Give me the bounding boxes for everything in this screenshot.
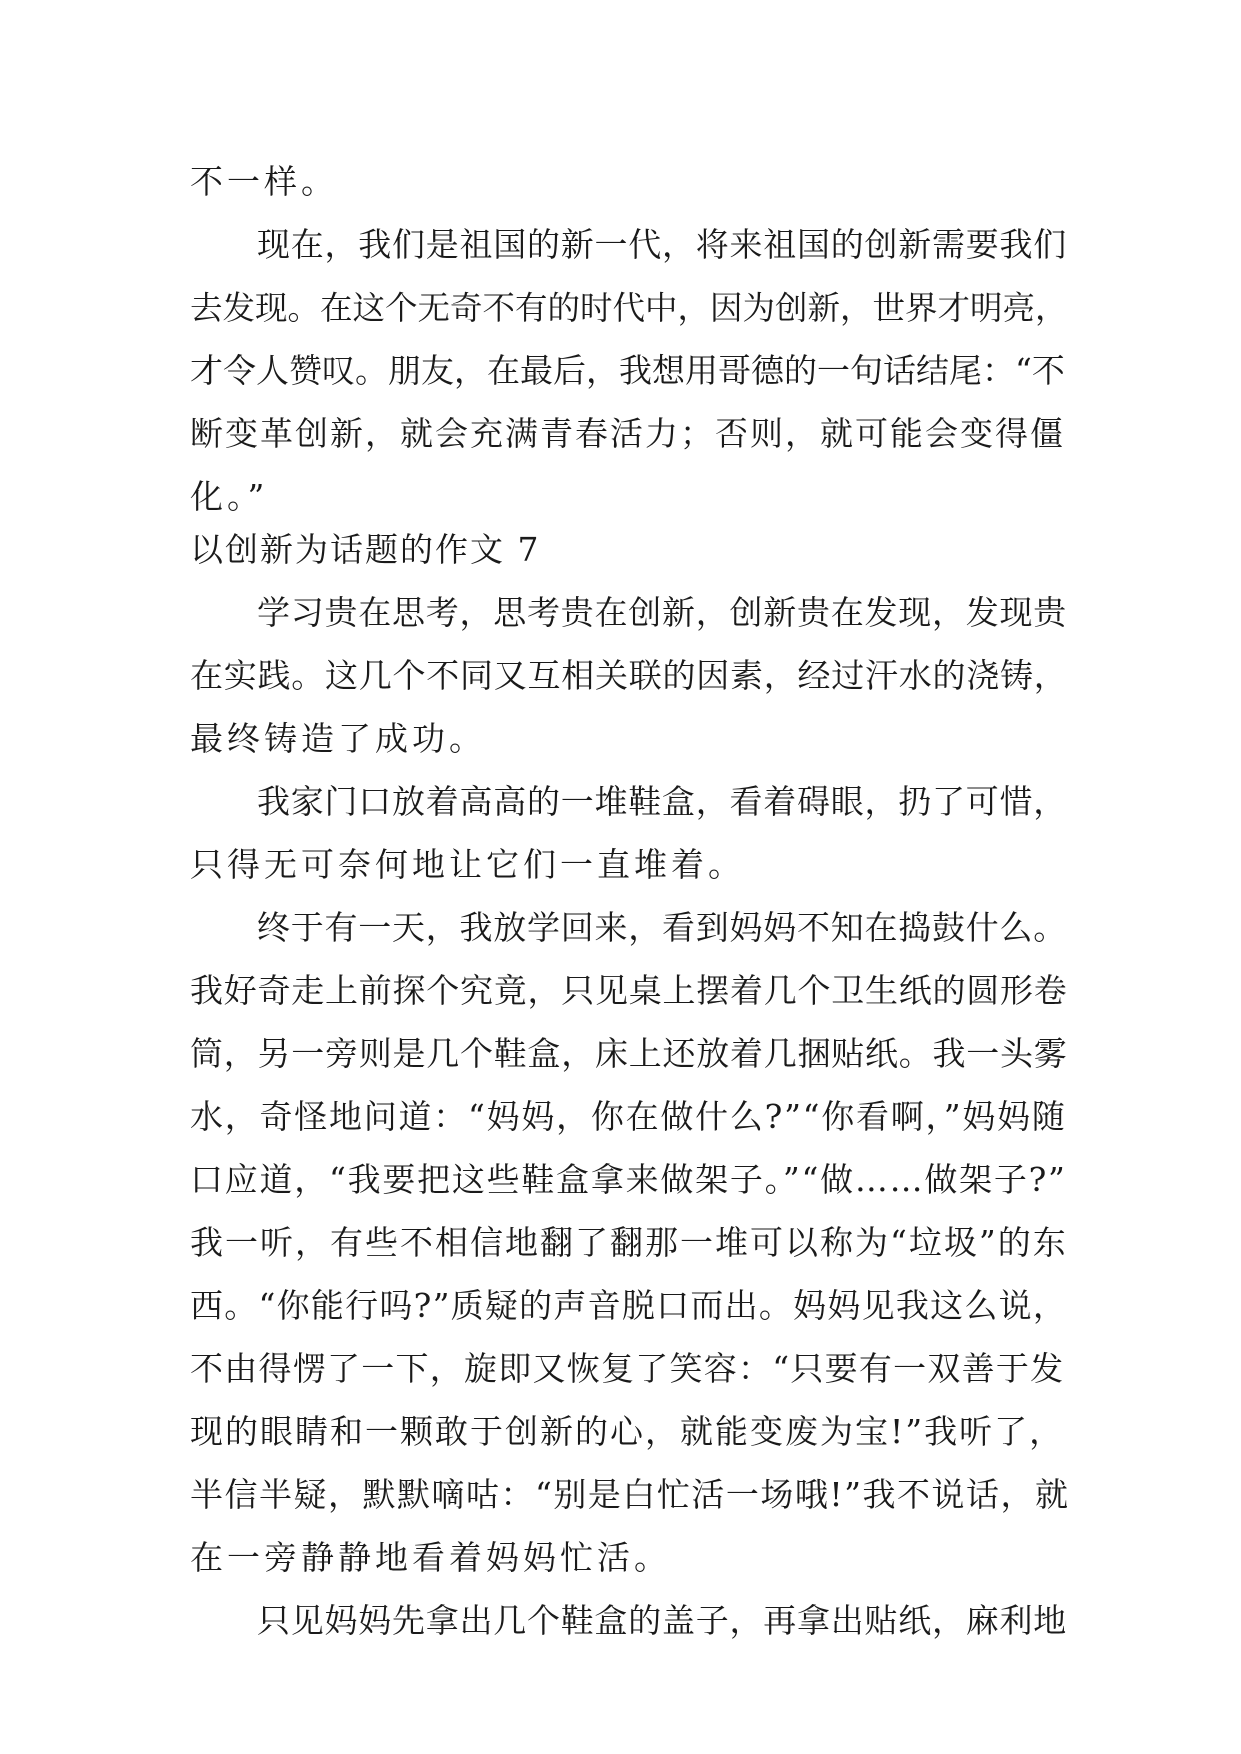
- paragraph-start-line: 学习贵在思考，思考贵在创新，创新贵在发现，发现贵: [257, 593, 1067, 632]
- paragraph-start-line: 我家门口放着高高的一堆鞋盒，看着碍眼，扔了可惜，: [257, 782, 1067, 821]
- text-line: 筒，另一旁则是几个鞋盒，床上还放着几捆贴纸。我一头雾: [190, 1034, 1068, 1073]
- text-line: 我好奇走上前探个究竟，只见桌上摆着几个卫生纸的圆形卷: [190, 971, 1068, 1010]
- paragraph-start-line: 只见妈妈先拿出几个鞋盒的盖子，再拿出贴纸，麻利地: [257, 1601, 1067, 1640]
- text-line: 不由得愣了一下，旋即又恢复了笑容：“只要有一双善于发: [190, 1349, 1065, 1388]
- text-line: 断变革创新，就会充满青春活力；否则，就可能会变得僵: [190, 414, 1065, 453]
- text-line: 在实践。这几个不同又互相关联的因素，经过汗水的浇铸，: [190, 656, 1068, 695]
- text-line: 现的眼睛和一颗敢于创新的心，就能变废为宝!”我听了，: [190, 1412, 1065, 1451]
- paragraph-start-line: 现在，我们是祖国的新一代，将来祖国的创新需要我们: [257, 225, 1067, 264]
- text-line: 在一旁静静地看着妈妈忙活。: [190, 1538, 671, 1577]
- text-line: 口应道，“我要把这些鞋盒拿来做架子。”“做……做架子?”: [190, 1160, 1067, 1199]
- text-line: 才令人赞叹。朋友，在最后，我想用哥德的一句话结尾：“不: [190, 351, 1065, 390]
- paragraph-start-line: 终于有一天，我放学回来，看到妈妈不知在捣鼓什么。: [257, 908, 1067, 947]
- text-line: 不一样。: [190, 162, 338, 201]
- text-line: 我一听，有些不相信地翻了翻那一堆可以称为“垃圾”的东: [190, 1223, 1068, 1262]
- text-line: 最终铸造了成功。: [190, 719, 486, 758]
- text-line: 化。”: [190, 477, 269, 516]
- text-line: 去发现。在这个无奇不有的时代中，因为创新，世界才明亮，: [190, 289, 1068, 327]
- text-line: 只得无可奈何地让它们一直堆着。: [190, 845, 745, 884]
- text-line: 半信半疑，默默嘀咕：“别是白忙活一场哦!”我不说话，就: [190, 1475, 1070, 1514]
- text-line: 水，奇怪地问道：“妈妈，你在做什么?”“你看啊，”妈妈随: [190, 1097, 1067, 1136]
- section-heading: 以创新为话题的作文 7: [190, 530, 541, 569]
- text-line: 西。“你能行吗?”质疑的声音脱口而出。妈妈见我这么说，: [190, 1286, 1068, 1325]
